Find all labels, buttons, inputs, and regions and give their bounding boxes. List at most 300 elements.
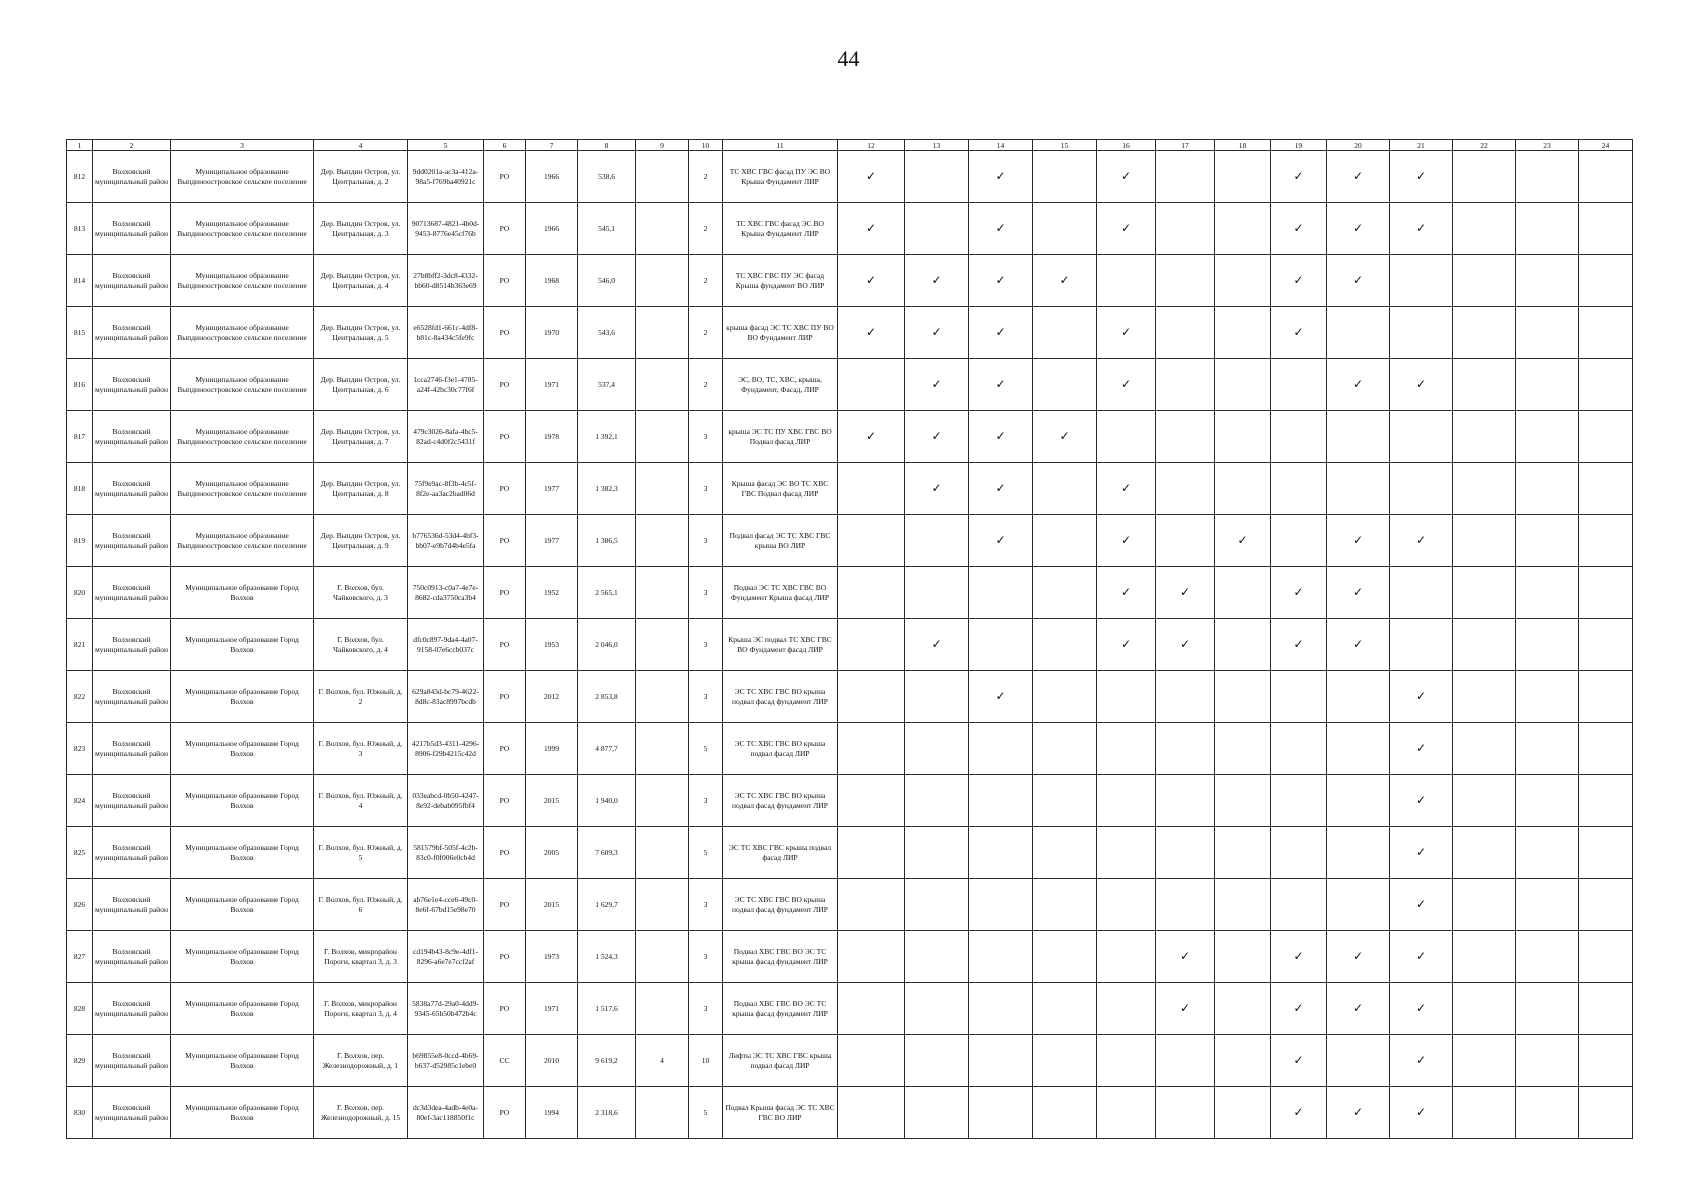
cell-fias-id: 1cca2746-f3e1-4785-a24f-42bc30c77f6f [408,359,484,411]
cell-area: 2 046,0 [578,619,636,671]
check-mark-icon: ✓ [1327,1087,1390,1139]
cell-work-col-20 [1327,775,1390,827]
cell-underground-floors [636,1087,689,1139]
column-header-17: 17 [1156,140,1215,151]
check-mark-icon: ✓ [1390,1087,1453,1139]
cell-work-col-23 [1516,619,1579,671]
table-row [67,255,1633,307]
cell-work-col-13 [905,775,969,827]
cell-floors: 5 [689,827,723,879]
cell-work-col-23 [1516,359,1579,411]
column-header-19: 19 [1271,140,1327,151]
cell-address: Г. Волхов, пер. Железнодорожный, д. 15 [314,1087,408,1139]
cell-fias-id: dfc0c897-9da4-4a07-9158-07e6ccb037c [408,619,484,671]
cell-work-col-19 [1271,359,1327,411]
cell-work-col-20 [1327,1035,1390,1087]
table-row [67,879,1633,931]
cell-ownership-type: РО [484,931,526,983]
check-mark-icon: ✓ [969,151,1033,203]
cell-work-col-15 [1033,151,1097,203]
cell-municipality: Муниципальное образование Город Волхов [171,1035,314,1087]
cell-work-col-23 [1516,515,1579,567]
cell-municipality: Муниципальное образование Город Волхов [171,775,314,827]
cell-fias-id: 5838a77d-29a0-4dd9-9345-65b50b472b4c [408,983,484,1035]
cell-address: Г. Волхов, бул. Южный, д. 3 [314,723,408,775]
cell-row-number: 814 [67,255,93,307]
cell-row-number: 822 [67,671,93,723]
cell-work-col-23 [1516,879,1579,931]
check-mark-icon: ✓ [1327,515,1390,567]
cell-works-list: ЭС ТС ХВС ГВС ВО крыша подвал фасад фундамент ЛИР [723,671,838,723]
cell-district: Волховский муниципальный район [93,619,171,671]
cell-work-col-18 [1215,1035,1271,1087]
check-mark-icon: ✓ [1390,827,1453,879]
cell-work-col-15 [1033,359,1097,411]
cell-work-col-15 [1033,463,1097,515]
cell-district: Волховский муниципальный район [93,515,171,567]
cell-row-number: 828 [67,983,93,1035]
cell-work-col-15 [1033,1035,1097,1087]
cell-work-col-23 [1516,411,1579,463]
table-row [67,931,1633,983]
cell-address: Г. Волхов, бул. Чайковского, д. 3 [314,567,408,619]
cell-work-col-13 [905,567,969,619]
cell-row-number: 827 [67,931,93,983]
cell-work-col-13 [905,151,969,203]
column-header-12: 12 [838,140,905,151]
cell-work-col-23 [1516,567,1579,619]
cell-municipality: Муниципальное образование Город Волхов [171,1087,314,1139]
column-header-18: 18 [1215,140,1271,151]
cell-work-col-24 [1579,203,1633,255]
column-header-4: 4 [314,140,408,151]
cell-work-col-15 [1033,567,1097,619]
cell-work-col-16 [1097,1035,1156,1087]
cell-address: Дер. Выпдин Остров, ул. Центральная, д. 8 [314,463,408,515]
table-row [67,567,1633,619]
cell-work-col-24 [1579,775,1633,827]
check-mark-icon: ✓ [838,151,905,203]
check-mark-icon: ✓ [1327,567,1390,619]
cell-floors: 3 [689,567,723,619]
cell-work-col-17 [1156,151,1215,203]
cell-work-col-16 [1097,827,1156,879]
cell-work-col-12 [838,1087,905,1139]
cell-work-col-22 [1453,983,1516,1035]
cell-work-col-15 [1033,671,1097,723]
column-header-14: 14 [969,140,1033,151]
cell-build-year: 1977 [526,515,578,567]
cell-area: 537,4 [578,359,636,411]
cell-work-col-19 [1271,463,1327,515]
check-mark-icon: ✓ [1156,931,1215,983]
cell-work-col-22 [1453,411,1516,463]
cell-work-col-24 [1579,983,1633,1035]
cell-address: Дер. Выпдин Остров, ул. Центральная, д. 6 [314,359,408,411]
check-mark-icon: ✓ [1097,203,1156,255]
cell-works-list: Крыша ЭС подвал ТС ХВС ГВС ВО Фундамент фасад ЛИР [723,619,838,671]
cell-underground-floors [636,567,689,619]
cell-fias-id: 75f9e9ac-8f3b-4c5f-8f2e-aa3ac2bad06d [408,463,484,515]
cell-work-col-17 [1156,1035,1215,1087]
cell-work-col-15 [1033,983,1097,1035]
cell-work-col-17 [1156,255,1215,307]
cell-works-list: Подвал Крыша фасад ЭС ТС ХВС ГВС ВО ЛИР [723,1087,838,1139]
check-mark-icon: ✓ [1327,619,1390,671]
check-mark-icon: ✓ [969,671,1033,723]
cell-work-col-22 [1453,463,1516,515]
check-mark-icon: ✓ [1271,307,1327,359]
cell-area: 538,6 [578,151,636,203]
cell-work-col-18 [1215,411,1271,463]
cell-work-col-14 [969,879,1033,931]
cell-district: Волховский муниципальный район [93,567,171,619]
cell-municipality: Муниципальное образование Выпдиноостровское сельское поселение [171,463,314,515]
check-mark-icon: ✓ [1271,619,1327,671]
cell-address: Дер. Выпдин Остров, ул. Центральная, д. 7 [314,411,408,463]
cell-underground-floors [636,307,689,359]
cell-work-col-17 [1156,411,1215,463]
cell-work-col-18 [1215,931,1271,983]
cell-work-col-13 [905,203,969,255]
cell-work-col-15 [1033,827,1097,879]
cell-underground-floors [636,359,689,411]
cell-floors: 10 [689,1035,723,1087]
check-mark-icon: ✓ [1271,151,1327,203]
cell-ownership-type: РО [484,203,526,255]
cell-works-list: ЭС ТС ХВС ГВС крыша подвал фасад ЛИР [723,827,838,879]
cell-work-col-17 [1156,463,1215,515]
cell-work-col-14 [969,619,1033,671]
cell-work-col-22 [1453,879,1516,931]
cell-work-col-24 [1579,567,1633,619]
cell-row-number: 821 [67,619,93,671]
cell-area: 1 382,3 [578,463,636,515]
check-mark-icon: ✓ [1327,203,1390,255]
cell-fias-id: e6528fd1-661c-4df8-b81c-8a434c5fe9fc [408,307,484,359]
cell-underground-floors [636,671,689,723]
cell-district: Волховский муниципальный район [93,879,171,931]
cell-work-col-12 [838,671,905,723]
cell-ownership-type: СС [484,1035,526,1087]
column-header-23: 23 [1516,140,1579,151]
check-mark-icon: ✓ [1271,567,1327,619]
cell-underground-floors [636,827,689,879]
cell-floors: 3 [689,775,723,827]
cell-build-year: 2010 [526,1035,578,1087]
cell-work-col-17 [1156,827,1215,879]
cell-municipality: Муниципальное образование Выпдиноостровское сельское поселение [171,203,314,255]
cell-address: Г. Волхов, бул. Чайковского, д. 4 [314,619,408,671]
cell-build-year: 1966 [526,203,578,255]
check-mark-icon: ✓ [1271,931,1327,983]
cell-build-year: 2015 [526,775,578,827]
check-mark-icon: ✓ [1215,515,1271,567]
cell-municipality: Муниципальное образование Город Волхов [171,671,314,723]
cell-work-col-12 [838,983,905,1035]
cell-fias-id: dc3d3dea-4adb-4e0a-80ef-3ac118850f1c [408,1087,484,1139]
cell-work-col-12 [838,775,905,827]
page-number: 44 [837,46,860,71]
check-mark-icon: ✓ [1390,151,1453,203]
cell-district: Волховский муниципальный район [93,463,171,515]
cell-address: Дер. Выпдин Остров, ул. Центральная, д. 5 [314,307,408,359]
cell-work-col-18 [1215,307,1271,359]
cell-work-col-24 [1579,515,1633,567]
column-header-8: 8 [578,140,636,151]
cell-work-col-17 [1156,879,1215,931]
cell-fias-id: cd194b43-8c9e-4df1-8296-a6e7e7ccf2af [408,931,484,983]
check-mark-icon: ✓ [1271,255,1327,307]
cell-work-col-12 [838,463,905,515]
cell-work-col-23 [1516,151,1579,203]
cell-district: Волховский муниципальный район [93,1035,171,1087]
cell-work-col-22 [1453,1035,1516,1087]
cell-address: Г. Волхов, пер. Железнодорожный, д. 1 [314,1035,408,1087]
cell-work-col-24 [1579,1035,1633,1087]
cell-work-col-14 [969,723,1033,775]
cell-work-col-19 [1271,827,1327,879]
check-mark-icon: ✓ [1327,931,1390,983]
cell-build-year: 1952 [526,567,578,619]
cell-work-col-19 [1271,879,1327,931]
check-mark-icon: ✓ [1327,359,1390,411]
cell-municipality: Муниципальное образование Город Волхов [171,723,314,775]
cell-work-col-17 [1156,307,1215,359]
cell-work-col-18 [1215,775,1271,827]
cell-work-col-21 [1390,463,1453,515]
cell-floors: 3 [689,983,723,1035]
cell-work-col-18 [1215,983,1271,1035]
check-mark-icon: ✓ [969,463,1033,515]
cell-work-col-20 [1327,307,1390,359]
cell-works-list: ЭС ТС ХВС ГВС ВО крыша подвал фасад ЛИР [723,723,838,775]
column-header-10: 10 [689,140,723,151]
check-mark-icon: ✓ [905,411,969,463]
cell-underground-floors [636,983,689,1035]
cell-build-year: 1973 [526,931,578,983]
check-mark-icon: ✓ [905,255,969,307]
cell-works-list: Подвал ХВС ГВС ВО ЭС ТС крыша фасад фундамент ЛИР [723,931,838,983]
cell-area: 4 877,7 [578,723,636,775]
cell-works-list: Подвал ЭС ТС ХВС ГВС ВО Фундамент Крыша фасад ЛИР [723,567,838,619]
cell-work-col-12 [838,619,905,671]
check-mark-icon: ✓ [1390,671,1453,723]
cell-work-col-12 [838,723,905,775]
cell-work-col-24 [1579,619,1633,671]
cell-floors: 3 [689,515,723,567]
cell-work-col-14 [969,931,1033,983]
cell-work-col-16 [1097,879,1156,931]
cell-work-col-22 [1453,151,1516,203]
check-mark-icon: ✓ [905,463,969,515]
cell-municipality: Муниципальное образование Город Волхов [171,827,314,879]
cell-work-col-22 [1453,307,1516,359]
cell-work-col-15 [1033,515,1097,567]
cell-works-list: ТС ХВС ГВС фасад ПУ ЭС ВО Крыша Фундамент ЛИР [723,151,838,203]
table-row [67,359,1633,411]
cell-work-col-23 [1516,203,1579,255]
cell-municipality: Муниципальное образование Выпдиноостровское сельское поселение [171,515,314,567]
column-header-9: 9 [636,140,689,151]
cell-works-list: ЭС ТС ХВС ГВС ВО крыша подвал фасад фундамент ЛИР [723,879,838,931]
cell-work-col-12 [838,567,905,619]
cell-work-col-15 [1033,203,1097,255]
check-mark-icon: ✓ [838,307,905,359]
cell-work-col-20 [1327,411,1390,463]
cell-work-col-18 [1215,255,1271,307]
cell-works-list: Лифты ЭС ТС ХВС ГВС крыша подвал фасад ЛИР [723,1035,838,1087]
cell-work-col-22 [1453,671,1516,723]
cell-floors: 2 [689,203,723,255]
cell-build-year: 1977 [526,463,578,515]
cell-district: Волховский муниципальный район [93,151,171,203]
cell-floors: 5 [689,723,723,775]
cell-work-col-23 [1516,983,1579,1035]
cell-works-list: ЭС, ВО, ТС, ХВС, крыша, Фундамент, Фасад, ЛИР [723,359,838,411]
check-mark-icon: ✓ [969,515,1033,567]
cell-work-col-14 [969,1035,1033,1087]
cell-floors: 2 [689,307,723,359]
cell-work-col-24 [1579,827,1633,879]
check-mark-icon: ✓ [905,619,969,671]
check-mark-icon: ✓ [1097,515,1156,567]
cell-work-col-22 [1453,723,1516,775]
cell-work-col-22 [1453,619,1516,671]
cell-address: Дер. Выпдин Остров, ул. Центральная, д. 9 [314,515,408,567]
cell-build-year: 1970 [526,307,578,359]
cell-work-col-24 [1579,307,1633,359]
table-row [67,775,1633,827]
cell-municipality: Муниципальное образование Город Волхов [171,983,314,1035]
cell-work-col-22 [1453,827,1516,879]
cell-work-col-13 [905,931,969,983]
cell-underground-floors [636,775,689,827]
cell-work-col-14 [969,983,1033,1035]
cell-work-col-23 [1516,931,1579,983]
cell-district: Волховский муниципальный район [93,411,171,463]
cell-work-col-18 [1215,203,1271,255]
cell-work-col-17 [1156,671,1215,723]
cell-row-number: 817 [67,411,93,463]
cell-address: Г. Волхов, бул. Южный, д. 5 [314,827,408,879]
cell-municipality: Муниципальное образование Город Волхов [171,879,314,931]
column-header-2: 2 [93,140,171,151]
cell-work-col-23 [1516,723,1579,775]
check-mark-icon: ✓ [838,255,905,307]
cell-work-col-15 [1033,619,1097,671]
cell-work-col-15 [1033,307,1097,359]
check-mark-icon: ✓ [1327,151,1390,203]
cell-work-col-24 [1579,359,1633,411]
cell-work-col-21 [1390,411,1453,463]
cell-work-col-17 [1156,775,1215,827]
cell-row-number: 824 [67,775,93,827]
cell-floors: 3 [689,463,723,515]
cell-area: 2 565,1 [578,567,636,619]
cell-area: 546,0 [578,255,636,307]
cell-work-col-12 [838,1035,905,1087]
cell-work-col-21 [1390,307,1453,359]
cell-district: Волховский муниципальный район [93,1087,171,1139]
cell-work-col-22 [1453,567,1516,619]
cell-work-col-17 [1156,515,1215,567]
cell-fias-id: 479c3026-8afa-4bc5-82ad-c4d0f2c5431f [408,411,484,463]
cell-work-col-15 [1033,1087,1097,1139]
cell-work-col-22 [1453,515,1516,567]
cell-floors: 2 [689,359,723,411]
cell-work-col-23 [1516,775,1579,827]
cell-work-col-12 [838,827,905,879]
cell-address: Г. Волхов, бул. Южный, д. 2 [314,671,408,723]
column-header-11: 11 [723,140,838,151]
table-row [67,723,1633,775]
cell-row-number: 819 [67,515,93,567]
housing-register-table [66,139,1633,1139]
cell-ownership-type: РО [484,775,526,827]
check-mark-icon: ✓ [1390,203,1453,255]
column-header-13: 13 [905,140,969,151]
cell-fias-id: 750c0913-c0a7-4e7e-8682-cda3750ca3b4 [408,567,484,619]
cell-floors: 3 [689,879,723,931]
cell-work-col-19 [1271,515,1327,567]
cell-fias-id: b69855e8-0ccd-4b69-b637-d52985c1ebe0 [408,1035,484,1087]
cell-area: 545,1 [578,203,636,255]
cell-work-col-23 [1516,255,1579,307]
cell-work-col-17 [1156,359,1215,411]
cell-address: Дер. Выпдин Остров, ул. Центральная, д. 2 [314,151,408,203]
cell-floors: 2 [689,255,723,307]
check-mark-icon: ✓ [1097,567,1156,619]
cell-area: 2 318,6 [578,1087,636,1139]
cell-work-col-15 [1033,775,1097,827]
cell-work-col-15 [1033,931,1097,983]
table-row [67,827,1633,879]
cell-work-col-22 [1453,255,1516,307]
cell-fias-id: ab76e1e4-cce6-49c0-8e6f-67bd15e98e70 [408,879,484,931]
cell-row-number: 816 [67,359,93,411]
cell-work-col-13 [905,671,969,723]
cell-underground-floors [636,255,689,307]
column-header-20: 20 [1327,140,1390,151]
cell-underground-floors [636,411,689,463]
cell-ownership-type: РО [484,1087,526,1139]
cell-work-col-14 [969,775,1033,827]
cell-municipality: Муниципальное образование Город Волхов [171,931,314,983]
cell-work-col-23 [1516,827,1579,879]
cell-ownership-type: РО [484,515,526,567]
column-header-5: 5 [408,140,484,151]
cell-row-number: 830 [67,1087,93,1139]
cell-work-col-13 [905,983,969,1035]
cell-work-col-12 [838,879,905,931]
column-header-22: 22 [1453,140,1516,151]
cell-underground-floors [636,723,689,775]
check-mark-icon: ✓ [1271,1087,1327,1139]
cell-work-col-14 [969,1087,1033,1139]
column-header-7: 7 [526,140,578,151]
cell-fias-id: 9dd0201a-ac3a-412a-98a5-f769ba40921c [408,151,484,203]
cell-ownership-type: РО [484,411,526,463]
cell-work-col-17 [1156,723,1215,775]
cell-work-col-24 [1579,723,1633,775]
column-number-header [67,140,1633,151]
cell-district: Волховский муниципальный район [93,203,171,255]
cell-work-col-20 [1327,463,1390,515]
cell-work-col-16 [1097,1087,1156,1139]
cell-works-list: ТС ХВС ГВС ПУ ЭС фасад Крыша фундамент ВО ЛИР [723,255,838,307]
table-row [67,671,1633,723]
